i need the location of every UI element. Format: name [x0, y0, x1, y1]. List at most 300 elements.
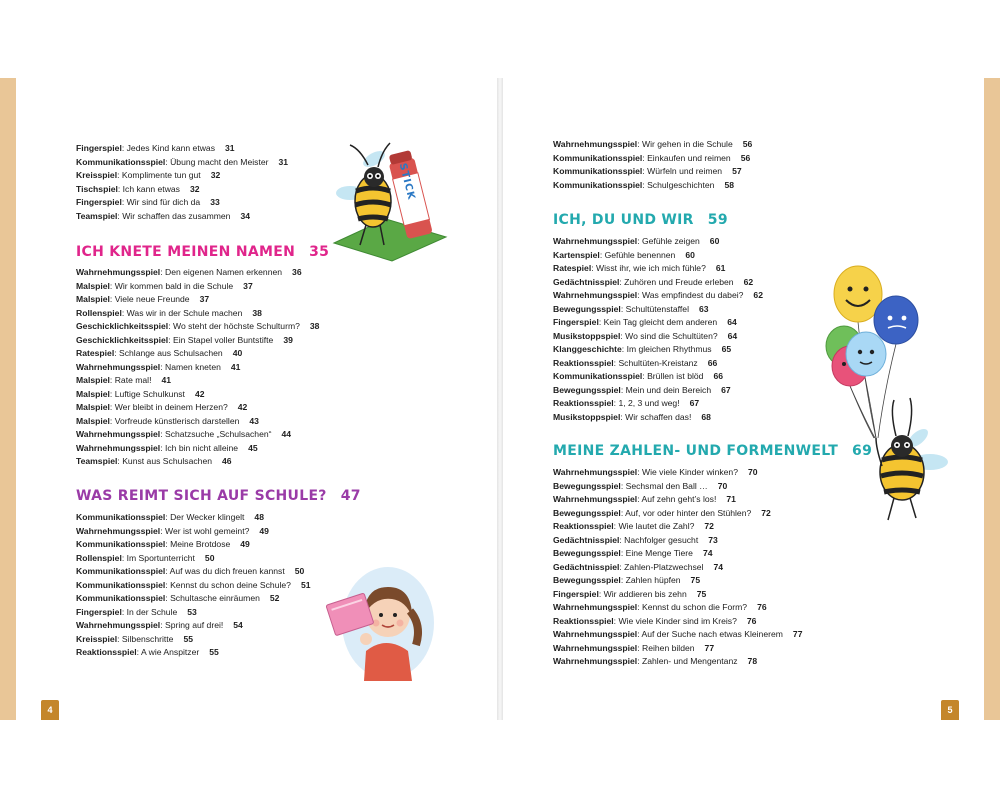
- toc-entry-title: Wo sind die Schultüten?: [625, 330, 718, 341]
- toc-entry-page: 56: [740, 152, 751, 163]
- toc-list-knete: [76, 266, 319, 469]
- toc-entry-type: Wahrnehmungsspiel: [553, 602, 638, 612]
- toc-entry: [553, 165, 752, 179]
- toc-entry-type: Ratespiel: [553, 263, 592, 273]
- toc-entry-type: Malspiel: [76, 402, 110, 412]
- toc-entry-title: Luftige Schulkunst: [114, 388, 185, 399]
- toc-entry-page: 68: [701, 411, 711, 422]
- toc-entry-separator: :: [619, 276, 625, 287]
- toc-entry-page: 41: [230, 361, 241, 372]
- toc-entry: [76, 579, 311, 593]
- toc-entry: [553, 411, 763, 425]
- toc-entry-type: Malspiel: [76, 415, 110, 426]
- toc-entry-type: Bewegungsspiel: [553, 507, 621, 518]
- toc-entry-separator: :: [109, 280, 115, 291]
- toc-entry: [76, 525, 311, 539]
- toc-entry: [76, 633, 311, 647]
- toc-entry-type: Gedächtnisspiel: [553, 534, 620, 545]
- toc-entry-page: 66: [707, 357, 718, 368]
- toc-entry: [76, 347, 319, 361]
- toc-entry-page: 60: [685, 249, 695, 260]
- toc-entry-separator: :: [117, 456, 123, 466]
- toc-entry-page: 39: [283, 334, 293, 345]
- toc-entry: [76, 565, 311, 579]
- toc-entry-separator: :: [160, 429, 165, 439]
- toc-entry: [553, 384, 763, 398]
- toc-entry-separator: :: [637, 602, 642, 612]
- toc-entry-separator: :: [117, 633, 122, 644]
- toc-entry-title: Wir addieren bis zehn: [603, 588, 687, 599]
- toc-entry-separator: :: [599, 249, 605, 260]
- toc-entry-type: Malspiel: [76, 294, 110, 304]
- toc-entry: [76, 538, 311, 552]
- toc-entry-page: 41: [161, 375, 172, 385]
- toc-entry-type: Kartenspiel: [553, 249, 600, 260]
- toc-entry-type: Wahrnehmungsspiel: [76, 442, 161, 453]
- toc-entry-separator: :: [619, 534, 625, 545]
- toc-entry: [76, 388, 319, 402]
- toc-entry-title: Schatzsuche „Schulsachen“: [164, 429, 272, 439]
- toc-entry-page: 77: [704, 642, 715, 653]
- toc-entry-separator: :: [637, 642, 642, 653]
- toc-entry-separator: :: [117, 170, 122, 180]
- toc-entry-separator: :: [165, 512, 171, 522]
- toc-entry-type: Wahrnehmungsspiel: [76, 620, 161, 630]
- toc-entry-page: 36: [292, 267, 302, 277]
- toc-entry-type: Malspiel: [76, 375, 110, 385]
- toc-entry-type: Geschicklichkeitsspiel: [76, 334, 169, 345]
- toc-entry-separator: :: [109, 294, 115, 304]
- toc-entry-type: Kommunikationsspiel: [553, 152, 643, 163]
- toc-entry-separator: :: [160, 525, 165, 536]
- toc-entry-title: Ich kann etwas: [122, 183, 180, 194]
- section-heading-knete: [76, 244, 329, 260]
- toc-entry-type: Fingerspiel: [553, 588, 599, 599]
- toc-entry-page: 70: [748, 467, 758, 477]
- toc-entry-title: Ein Stapel voller Buntstifte: [172, 334, 274, 345]
- toc-entry-page: 78: [747, 656, 758, 666]
- toc-entry-type: Tischspiel: [76, 183, 118, 194]
- toc-entry-page: 76: [757, 602, 767, 612]
- toc-entry-page: 57: [732, 166, 742, 176]
- toc-entry-page: 75: [696, 588, 707, 599]
- toc-entry: [553, 561, 802, 575]
- toc-entry: [76, 401, 319, 415]
- toc-entry-page: 77: [792, 629, 803, 639]
- toc-entry-separator: :: [160, 361, 165, 372]
- toc-entry-title: Ich bin nicht alleine: [164, 442, 239, 453]
- toc-entry-page: 66: [713, 371, 724, 381]
- toc-entry-title: Kennst du schon deine Schule?: [170, 579, 291, 590]
- toc-list-reimt: [76, 511, 311, 660]
- toc-entry: [76, 606, 311, 620]
- toc-intro-list-left: [76, 142, 288, 223]
- toc-entry: [553, 330, 763, 344]
- toc-entry-title: Zuhören und Freude erleben: [624, 276, 734, 287]
- toc-entry-type: Geschicklichkeitsspiel: [76, 321, 169, 331]
- toc-entry-separator: :: [620, 575, 626, 585]
- toc-list-ich-du-wir: [553, 235, 763, 424]
- toc-entry: [76, 196, 288, 210]
- toc-entry-type: Gedächtnisspiel: [553, 561, 620, 572]
- toc-entry-type: Kommunikationsspiel: [553, 371, 643, 381]
- toc-entry: [553, 276, 763, 290]
- toc-entry-page: 42: [237, 402, 248, 412]
- toc-entry-separator: :: [620, 303, 626, 314]
- toc-entry-page: 46: [222, 456, 232, 466]
- toc-entry: [553, 574, 802, 588]
- toc-entry-title: Was empfindest du dabei?: [641, 290, 744, 300]
- toc-entry-page: 73: [708, 534, 718, 545]
- toc-entry-type: Gedächtnisspiel: [553, 276, 620, 287]
- toc-entry-title: Kennst du schon die Form?: [641, 602, 748, 612]
- toc-entry-separator: :: [165, 579, 171, 590]
- toc-entry-title: Zahlen- und Mengentanz: [641, 656, 738, 666]
- toc-entry: [76, 619, 311, 633]
- girl-with-book-illustration: [326, 553, 434, 681]
- toc-entry-title: Viele neue Freunde: [114, 294, 190, 304]
- toc-entry-page: 45: [248, 442, 258, 453]
- toc-entry-separator: :: [637, 494, 642, 504]
- toc-entry: [76, 320, 319, 334]
- toc-entry-type: Reaktionsspiel: [553, 521, 614, 531]
- toc-entry-type: Teamspiel: [76, 210, 118, 221]
- toc-entry: [553, 655, 802, 669]
- glue-stick-label: STICK: [396, 162, 417, 202]
- toc-entry-page: 38: [252, 307, 262, 318]
- toc-entry-page: 58: [724, 179, 735, 190]
- toc-entry-title: Meine Brotdose: [170, 539, 231, 549]
- toc-entry-page: 51: [300, 579, 311, 590]
- toc-entry-page: 31: [278, 156, 289, 167]
- toc-entry-separator: :: [109, 402, 115, 412]
- toc-entry: [553, 615, 802, 629]
- toc-entry-separator: :: [109, 388, 115, 399]
- toc-entry-title: Jedes Kind kann etwas: [126, 143, 216, 153]
- toc-entry-type: Rollenspiel: [76, 552, 122, 563]
- toc-entry: [553, 547, 802, 561]
- toc-entry: [553, 642, 802, 656]
- toc-entry-separator: :: [637, 290, 642, 300]
- toc-entry: [553, 370, 763, 384]
- toc-entry-type: Kommunikationsspiel: [76, 512, 166, 522]
- toc-entry-type: Bewegungsspiel: [553, 303, 621, 314]
- toc-entry-title: Nachfolger gesucht: [624, 534, 699, 545]
- toc-entry: [553, 262, 763, 276]
- section-title: MEINE ZAHLEN- UND FORMENWELT: [553, 443, 839, 459]
- toc-entry-page: 64: [727, 317, 737, 327]
- toc-entry-page: 31: [225, 143, 235, 153]
- toc-entry-separator: :: [620, 411, 626, 422]
- toc-entry: [553, 601, 802, 615]
- section-heading-reimt: [76, 488, 361, 504]
- toc-entry-title: Wir kommen bald in die Schule: [114, 280, 234, 291]
- toc-entry-title: In der Schule: [126, 606, 178, 617]
- toc-entry-title: Rate mal!: [114, 375, 152, 385]
- balloons-with-bee-illustration: [820, 262, 960, 532]
- toc-entry-page: 52: [269, 593, 280, 603]
- section-page: 47: [340, 488, 361, 504]
- toc-entry-type: Ratespiel: [76, 348, 115, 358]
- toc-entry-separator: :: [620, 507, 626, 518]
- toc-entry: [553, 480, 802, 494]
- toc-entry-separator: :: [620, 480, 626, 491]
- toc-entry-title: Schultasche einräumen: [170, 593, 260, 603]
- toc-entry-page: 71: [726, 494, 736, 504]
- toc-entry: [76, 293, 319, 307]
- toc-entry-title: Schlange aus Schulsachen: [119, 348, 223, 358]
- toc-entry-title: Einkaufen und reimen: [647, 152, 731, 163]
- section-page: 59: [707, 212, 728, 228]
- toc-entry-type: Wahrnehmungsspiel: [553, 467, 638, 477]
- toc-entry-type: Fingerspiel: [553, 317, 599, 327]
- toc-entry-title: Übung macht den Meister: [170, 156, 269, 167]
- toc-entry-separator: :: [160, 267, 165, 277]
- toc-entry-type: Wahrnehmungsspiel: [76, 429, 161, 439]
- toc-entry-type: Kreisspiel: [76, 633, 118, 644]
- toc-entry-type: Wahrnehmungsspiel: [76, 267, 161, 277]
- toc-entry-page: 74: [713, 561, 724, 572]
- toc-entry-page: 64: [727, 330, 738, 341]
- toc-entry-separator: :: [160, 442, 165, 453]
- toc-entry-type: Kommunikationsspiel: [76, 579, 166, 590]
- toc-entry-title: Wer ist wohl gemeint?: [164, 525, 250, 536]
- toc-entry-title: Wie viele Kinder sind im Kreis?: [618, 615, 737, 626]
- toc-entry-title: Sechsmal den Ball …: [625, 480, 708, 491]
- toc-entry-title: Eine Menge Tiere: [625, 548, 693, 558]
- toc-entry-page: 55: [209, 647, 219, 657]
- toc-entry-separator: :: [637, 467, 642, 477]
- toc-entry-type: Fingerspiel: [76, 606, 122, 617]
- toc-entry: [76, 361, 319, 375]
- toc-entry-title: Im gleichen Rhythmus: [626, 344, 712, 354]
- toc-entry-title: 1, 2, 3 und weg!: [618, 398, 680, 408]
- toc-entry: [76, 428, 319, 442]
- toc-entry-separator: :: [121, 552, 127, 563]
- toc-entry-separator: :: [621, 344, 627, 354]
- toc-entry-title: Im Sportunterricht: [126, 552, 195, 563]
- toc-entry-page: 38: [309, 321, 320, 331]
- toc-entry-type: Wahrnehmungsspiel: [553, 290, 638, 300]
- toc-entry-page: 55: [183, 633, 194, 644]
- toc-entry-title: Wie viele Kinder winken?: [641, 467, 738, 477]
- toc-entry-type: Teamspiel: [76, 456, 118, 466]
- toc-entry-separator: :: [165, 539, 171, 549]
- toc-entry-page: 54: [233, 620, 243, 630]
- toc-entry: [76, 280, 319, 294]
- toc-entry-type: Kreisspiel: [76, 170, 118, 180]
- toc-entry-type: Bewegungsspiel: [553, 480, 621, 491]
- toc-entry-page: 75: [690, 575, 701, 585]
- toc-entry-separator: :: [642, 371, 648, 381]
- toc-entry: [553, 534, 802, 548]
- toc-entry: [553, 249, 763, 263]
- toc-entry-separator: :: [117, 210, 123, 221]
- toc-entry-type: Musikstoppspiel: [553, 330, 621, 341]
- toc-entry: [553, 520, 802, 534]
- toc-entry-page: 70: [717, 480, 728, 491]
- toc-entry-type: Musikstoppspiel: [553, 411, 621, 422]
- toc-entry-title: Auf zehn geht’s los!: [641, 494, 717, 504]
- toc-entry-type: Wahrnehmungsspiel: [553, 656, 638, 666]
- toc-entry-page: 43: [249, 415, 259, 426]
- toc-entry: [76, 183, 288, 197]
- toc-entry-type: Kommunikationsspiel: [76, 156, 166, 167]
- toc-entry-title: Gefühle zeigen: [641, 236, 700, 246]
- toc-entry-title: Mein und dein Bereich: [625, 384, 712, 395]
- toc-entry-title: Wer bleibt in deinem Herzen?: [114, 402, 228, 412]
- toc-entry-page: 74: [702, 548, 713, 558]
- toc-entry-title: Auf, vor oder hinter den Stühlen?: [625, 507, 752, 518]
- toc-entry-separator: :: [637, 236, 642, 246]
- toc-entry-separator: :: [165, 593, 171, 603]
- toc-entry-page: 62: [743, 276, 754, 287]
- toc-entry-type: Rollenspiel: [76, 307, 122, 318]
- toc-entry: [76, 210, 288, 224]
- section-page: 35: [309, 244, 330, 260]
- toc-entry-title: Brüllen ist blöd: [647, 371, 704, 381]
- toc-entry-type: Wahrnehmungsspiel: [553, 236, 638, 246]
- toc-entry-page: 42: [194, 388, 205, 399]
- toc-entry-title: Der Wecker klingelt: [170, 512, 245, 522]
- toc-entry-type: Wahrnehmungsspiel: [553, 494, 638, 504]
- toc-entry: [76, 552, 311, 566]
- toc-entry: [76, 307, 319, 321]
- toc-entry: [553, 588, 802, 602]
- section-page: 69: [852, 443, 873, 459]
- toc-entry-title: Wo steht der höchste Schulturm?: [172, 321, 300, 331]
- toc-entry-type: Kommunikationsspiel: [76, 539, 166, 549]
- toc-entry-separator: :: [642, 152, 648, 163]
- toc-entry-separator: :: [637, 629, 642, 639]
- toc-entry: [553, 316, 763, 330]
- toc-entry-type: Bewegungsspiel: [553, 575, 621, 585]
- toc-entry-type: Kommunikationsspiel: [553, 166, 643, 176]
- toc-entry-separator: :: [121, 197, 127, 207]
- toc-entry-title: Kein Tag gleicht dem anderen: [603, 317, 718, 327]
- toc-entry: [76, 169, 288, 183]
- toc-entry-page: 49: [240, 539, 250, 549]
- toc-entry-title: Schultütenstaffel: [625, 303, 689, 314]
- toc-entry: [76, 334, 319, 348]
- toc-entry-type: Malspiel: [76, 388, 110, 399]
- toc-entry-separator: :: [109, 415, 115, 426]
- toc-entry: [553, 303, 763, 317]
- toc-entry: [553, 235, 763, 249]
- toc-entry-type: Wahrnehmungsspiel: [553, 642, 638, 653]
- toc-entry-page: 65: [721, 344, 732, 354]
- toc-entry-title: Wisst ihr, wie ich mich fühle?: [596, 263, 706, 273]
- toc-entry-page: 32: [210, 170, 221, 180]
- toc-entry-title: Den eigenen Namen erkennen: [164, 267, 283, 277]
- toc-entry: [76, 415, 319, 429]
- toc-entry-page: 67: [721, 384, 731, 395]
- section-title: ICH KNETE MEINEN NAMEN: [76, 244, 296, 260]
- toc-entry-title: Silbenschritte: [121, 633, 174, 644]
- toc-entry-separator: :: [620, 548, 626, 558]
- toc-entry-title: Wir sind für dich da: [126, 197, 201, 207]
- toc-entry-type: Kommunikationsspiel: [76, 566, 166, 576]
- toc-entry: [553, 138, 752, 152]
- toc-entry-page: 37: [243, 280, 253, 291]
- toc-entry-title: Komplimente tun gut: [121, 170, 201, 180]
- toc-entry: [553, 628, 802, 642]
- toc-entry-separator: :: [121, 143, 127, 153]
- toc-entry-separator: :: [642, 166, 648, 176]
- toc-entry-page: 33: [210, 197, 220, 207]
- toc-entry-type: Malspiel: [76, 280, 110, 291]
- toc-entry-page: 63: [698, 303, 709, 314]
- toc-entry: [553, 357, 763, 371]
- toc-entry-title: Zahlen-Platzwechsel: [624, 561, 704, 572]
- toc-entry-separator: :: [613, 398, 619, 408]
- toc-entry-separator: :: [637, 139, 642, 149]
- toc-entry-separator: :: [591, 263, 596, 273]
- toc-entry-type: Fingerspiel: [76, 197, 122, 207]
- toc-entry-page: 50: [204, 552, 215, 563]
- page-number-right: 5: [941, 700, 959, 720]
- toc-entry-title: Würfeln und reimen: [647, 166, 723, 176]
- toc-intro-list-right: [553, 138, 752, 192]
- toc-entry: [553, 507, 802, 521]
- toc-entry-separator: :: [165, 566, 170, 576]
- toc-entry-type: Wahrnehmungsspiel: [76, 525, 161, 536]
- toc-entry-separator: :: [165, 156, 171, 167]
- toc-entry: [553, 493, 802, 507]
- toc-entry-title: Wie lautet die Zahl?: [618, 521, 695, 531]
- toc-entry-title: A wie Anspitzer: [140, 647, 200, 657]
- toc-entry-type: Bewegungsspiel: [553, 548, 621, 558]
- toc-entry-separator: :: [598, 588, 604, 599]
- toc-entry: [76, 374, 319, 388]
- section-heading-ich-du-wir: [553, 212, 728, 228]
- toc-entry-title: Auf der Suche nach etwas Kleinerem: [641, 629, 783, 639]
- toc-entry: [76, 511, 311, 525]
- toc-entry-title: Auf was du dich freuen kannst: [169, 566, 285, 576]
- toc-entry: [76, 646, 311, 660]
- toc-entry-type: Fingerspiel: [76, 143, 122, 153]
- toc-entry-page: 60: [709, 236, 720, 246]
- toc-entry-page: 34: [240, 210, 251, 221]
- toc-entry-page: 72: [761, 507, 771, 518]
- toc-entry-page: 72: [704, 521, 714, 531]
- toc-entry-separator: :: [620, 384, 626, 395]
- toc-entry-type: Reaktionsspiel: [553, 615, 614, 626]
- toc-entry-type: Wahrnehmungsspiel: [553, 139, 638, 149]
- toc-entry-page: 48: [254, 512, 264, 522]
- toc-entry-separator: :: [613, 615, 619, 626]
- toc-entry-separator: :: [121, 307, 127, 318]
- toc-entry: [76, 455, 319, 469]
- toc-entry-title: Kunst aus Schulsachen: [122, 456, 213, 466]
- toc-entry: [76, 442, 319, 456]
- toc-entry: [553, 397, 763, 411]
- toc-entry-title: Namen kneten: [164, 361, 221, 372]
- toc-list-zahlen: [553, 466, 802, 669]
- toc-entry-page: 32: [189, 183, 200, 194]
- toc-entry-title: Was wir in der Schule machen: [126, 307, 243, 318]
- toc-entry-type: Reaktionsspiel: [553, 398, 614, 408]
- bee-with-glue-stick-illustration: [328, 135, 458, 265]
- toc-entry-title: Spring auf drei!: [164, 620, 224, 630]
- toc-entry-separator: :: [114, 348, 119, 358]
- toc-entry-type: Wahrnehmungsspiel: [553, 629, 638, 639]
- toc-entry-page: 76: [746, 615, 757, 626]
- toc-entry: [76, 266, 319, 280]
- toc-entry: [553, 343, 763, 357]
- toc-entry-title: Schultüten-Kreistanz: [618, 357, 698, 368]
- toc-entry-separator: :: [620, 330, 626, 341]
